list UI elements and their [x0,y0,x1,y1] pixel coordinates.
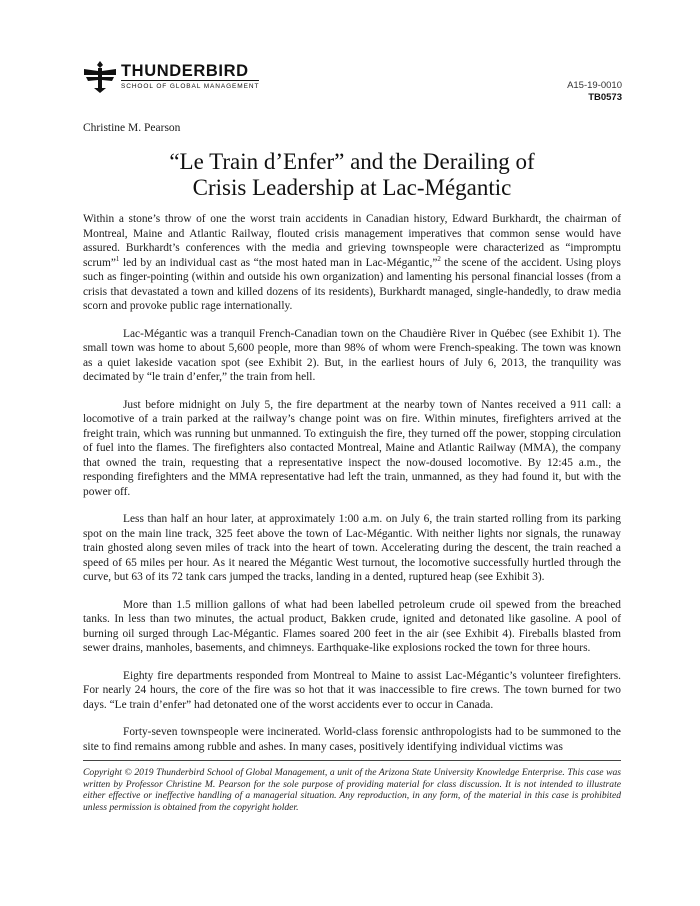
paragraph-3: Just before midnight on July 5, the fire department at the nearby town of Nantes received a 911 call: a locomotive of a train parked at the railway’s change point was on fire. Within minutes, firefighters arrived at the freight train, which was running but unmanned. To extinguish the fire, they turned off the power, stopping circulation of fuel into the flames. The firefighters also contacted Montreal, Maine and Atlantic Railway (MMA), the company that owned the train, requesting that a representative inspect the now-doused locomotive. By 12:45 a.m., the responding firefighters and the MMA representative had left the train, unmanned, as they had found it, but with the power off. [83,398,621,498]
paragraph-5: More than 1.5 million gallons of what had been labelled petroleum crude oil spewed from the breached tanks. In less than two minutes, the actual product, Bakken crude, ignited and detonated like gasoline. A pool of burning oil surged through Lac-Mégantic. Flames soared 200 feet in the air (see Exhibit 4). Fireballs blasted from sewer drains, manholes, basements, and chimneys. Earthquake-like explosions rocked the town for three hours. [83,598,621,654]
title-line-2: Crisis Leadership at Lac-Mégantic [192,175,512,200]
logo-name: THUNDERBIRD [121,62,249,80]
footnote-ref-1: 1 [115,254,120,263]
paragraph-intro [83,212,621,314]
logo-tagline: SCHOOL OF GLOBAL MANAGEMENT [121,80,259,92]
paragraph-7: Forty-seven townspeople were incinerated. World-class forensic anthropologists had to be summoned to the site to find remains among rubble and ashes. In many cases, positively identifying individual victims was [83,726,621,753]
case-code [567,80,622,104]
copyright-footer: Copyright © 2019 Thunderbird School of Global Management, a unit of the Arizona State University Knowledge Enterprise. This case was written by Professor Christine M. Pearson for the sole purpose of providing material for class discussion. It is not intended to illustrate either effective or ineffective handling of a managerial situation. Any reproduction, in any form, of the material in this case is prohibited unless permission is obtained from the copyright holder. [83,760,621,813]
title-line-1: “Le Train d’Enfer” and the Derailing of [169,149,535,174]
paragraph-6: Eighty fire departments responded from Montreal to Maine to assist Lac-Mégantic’s volunteer firefighters. For nearly 24 hours, the core of the fire was so hot that it was inaccessible to fire crews. The town burned for two days. “Le train d’enfer” had detonated one of the worst accidents ever to occur in Canada. [83,669,621,711]
intro-text-1: Within a stone’s throw of one the worst train accidents in Canadian history, Edward Burkhardt, the chairman of Montreal, Maine and Atlantic Railway, flouted crisis management imperatives that common sense would have assured. Burkhardt’s conferences with the media and grieving townspeople were characterized as “impromptu scrum” [83,213,621,269]
intro-text-2: led by an individual cast as “the most hated man in Lac-Mégantic,” [119,256,438,269]
tb-number: TB0573 [588,92,622,103]
paragraph-4: Less than half an hour later, at approximately 1:00 a.m. on July 6, the train started rolling from its parking spot on the main line track, 325 feet above the town of Lac-Mégantic. With neither lights nor signals, the runaway train ghosted along seven miles of track into the heart of town. Accelerating during the descent, the train reached a speed of 65 miles per hour. As it neared the Mégantic West turnout, the locomotive successfully hurtled through the curve, but 63 of its 72 tank cars jumped the tracks, landing in a dented, ruptured heap (see Exhibit 3). [83,513,621,583]
page-title [83,149,621,201]
footnote-ref-2: 2 [437,254,441,263]
case-number: A15-19-0010 [567,80,622,91]
intro-text-3: the scene of the accident. Using ploys such as finger-pointing (within and outside his own organization) and lamenting his personal financial losses (from a crisis that devastated a town and killed dozens of its residents), Burkhardt managed, single-handedly, to draw media scorn and provoke public rage internationally. [83,256,621,312]
paragraph-2: Lac-Mégantic was a tranquil French-Canadian town on the Chaudière River in Québec (see Exhibit 1). The small town was home to about 5,600 people, more than 98% of whom were French-speaking. The town was known as a quiet lakeside vacation spot (see Exhibit 2). But, in the earliest hours of July 6, 2013, the tranquility was decimated by “le train d’enfer,” the train from hell. [83,327,621,383]
thunderbird-logo [83,60,259,94]
thunderbird-emblem-icon [83,60,117,94]
author-name: Christine M. Pearson [83,122,181,134]
case-body [83,212,621,767]
